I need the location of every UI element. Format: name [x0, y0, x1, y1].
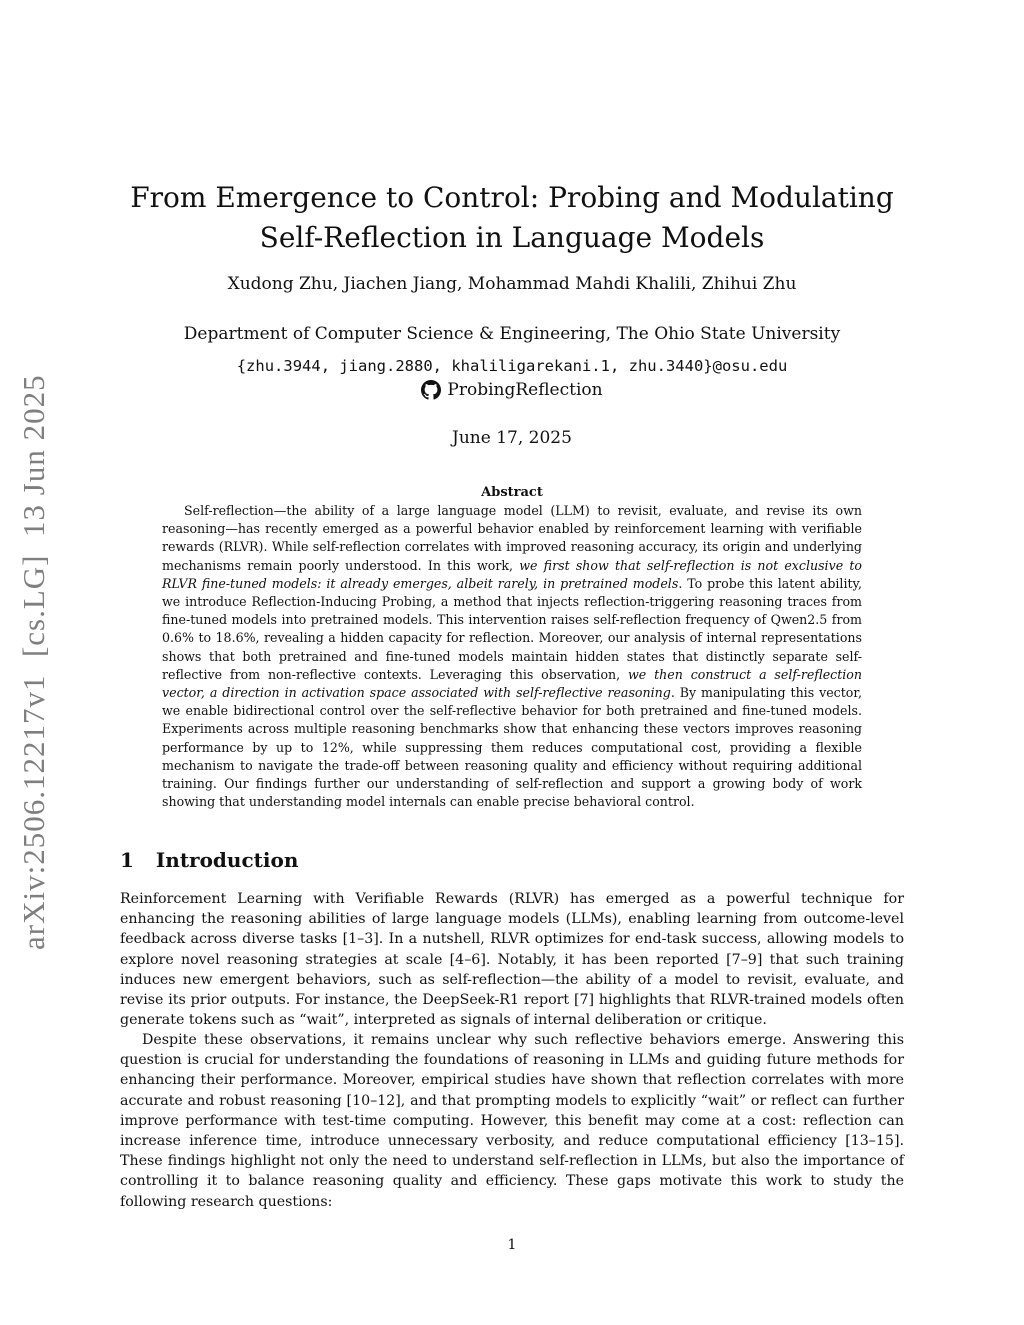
arxiv-category: [cs.LG] — [16, 554, 51, 658]
paper-date: June 17, 2025 — [452, 428, 572, 448]
title-line-1: From Emergence to Control: Probing and Modulating — [130, 181, 894, 214]
arxiv-id: arXiv:2506.12217v1 — [16, 674, 51, 950]
author-list: Xudong Zhu, Jiachen Jiang, Mohammad Mahdi Khalili, Zhihui Zhu — [227, 274, 797, 294]
abstract-text-2: . To probe this latent ability, we introduce Reflection-Inducing Probing, a method that injects reflection-triggering reasoning traces from fine-tuned models into pretrained models. This intervention raises self-reflection frequency of Qwen2.5 from 0.6% to 18.6%, revealing a hidden capacity for reflection. Moreover, our analysis of internal representations shows that both pretrained and fine-tuned models maintain hidden states that distinctly separate self-reflective from non-reflective contexts. Leveraging this observation, — [162, 575, 862, 682]
repo-name: ProbingReflection — [447, 380, 603, 400]
abstract-emphasis-1: we first show that self-reflection is not exclusive to RLVR fine-tuned models: it already emerges, albeit rarely, in pretrained models — [162, 557, 862, 591]
arxiv-date: 13 Jun 2025 — [16, 374, 51, 537]
affiliation: Department of Computer Science & Engineering, The Ohio State University — [183, 324, 841, 344]
email-list: {zhu.3944, jiang.2880, khaliligarekani.1, zhu.3440}@osu.edu — [236, 357, 788, 375]
section-heading-introduction — [120, 846, 298, 874]
abstract-text-3: . By manipulating this vector, we enable bidirectional control over the self-reflective behavior for both pretrained and fine-tuned models. Experiments across multiple reasoning benchmarks show that enhancing these vectors improves reasoning performance by up to 12%, while suppressing them reduces computational cost, providing a flexible mechanism to navigate the trade-off between reasoning quality and efficiency without requiring additional training. Our findings further our understanding of self-reflection and support a growing body of work showing that understanding model internals can enable precise behavioral control. — [162, 685, 863, 810]
abstract-emphasis-2: we then construct a self-reflection vector, a direction in activation space associated with self-reflective reasoning — [162, 666, 862, 701]
page-number: 1 — [507, 1237, 517, 1253]
section-title: Introduction — [155, 848, 299, 872]
arxiv-stamp — [12, 350, 56, 950]
intro-paragraph-2: Despite these observations, it remains unclear why such reflective behaviors emerge. Answering this question is crucial for understanding the foundations of reasoning in LLMs and guiding future methods for enhancing their performance. Moreover, empirical studies have shown that reflection correlates with more accurate and robust reasoning [10–12], and that prompting models to explicitly “wait” or reflect can further improve performance with test-time computing. However, this benefit may come at a cost: reflection can increase inference time, introduce unnecessary verbosity, and reduce computational efficiency [13–15]. These findings highlight not only the need to understand self-reflection in LLMs, but also the importance of controlling it to balance reasoning quality and efficiency. These gaps motivate this work to study the following research questions: — [120, 1032, 904, 1210]
abstract-body — [162, 502, 862, 811]
title-line-2: Self-Reflection in Language Models — [259, 221, 765, 254]
repo-link[interactable] — [120, 378, 904, 402]
paper-title — [120, 178, 904, 258]
intro-paragraph-1: Reinforcement Learning with Verifiable Rewards (RLVR) has emerged as a powerful technique for enhancing the reasoning abilities of large language models (LLMs), enabling learning from outcome-level feedback across diverse tasks [1–3]. In a nutshell, RLVR optimizes for end-task success, allowing models to explore novel reasoning strategies at scale [4–6]. Notably, it has been reported [7–9] that such training induces new emergent behaviors, such as self-reflection—the ability of a model to revisit, evaluate, and revise its prior outputs. For instance, the DeepSeek-R1 report [7] highlights that RLVR-trained models often generate tokens such as “wait”, interpreted as signals of internal deliberation or critique. — [120, 891, 904, 1029]
abstract-heading: Abstract — [481, 485, 543, 500]
abstract-text-1: Self-reflection—the ability of a large language model (LLM) to revisit, evaluate, and revise its own reasoning—has recently emerged as a powerful behavior enabled by reinforcement learning with verifiable rewards (RLVR). While self-reflection correlates with improved reasoning accuracy, its origin and underlying mechanisms remain poorly understood. In this work, — [162, 503, 862, 573]
github-icon — [421, 380, 441, 400]
section-number: 1 — [120, 848, 134, 872]
